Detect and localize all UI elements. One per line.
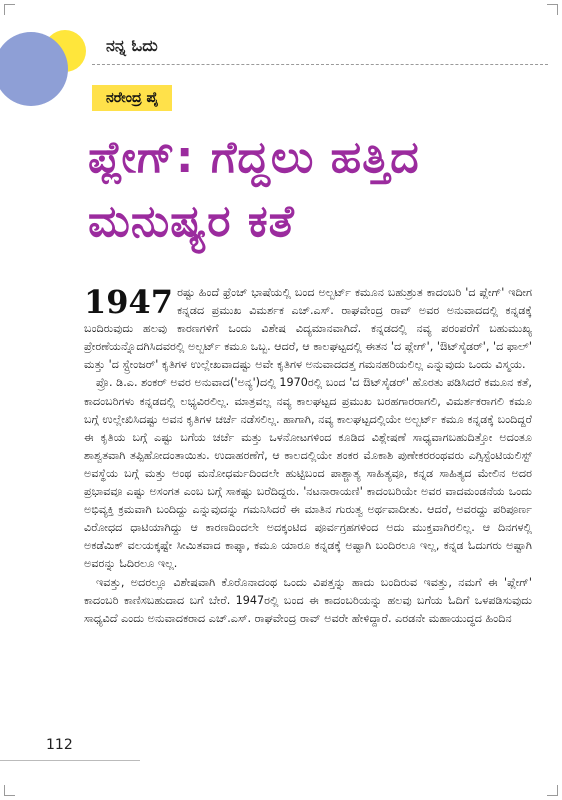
paragraph-1 <box>84 284 532 374</box>
page-number: 112 <box>46 737 73 753</box>
paragraph-1-text: ರಷ್ಟು ಹಿಂದೆ ಫ್ರೆಂಚ್ ಭಾಷೆಯಲ್ಲಿ ಬಂದ ಅಲ್ಬರ್ಟ್ ಕಮೂನ ಬಹುಶ್ರುತ ಕಾದಂಬರಿ 'ದ ಪ್ಲೇಗ್' ಇದೀಗ ಕನ್ನಡದ ಪ್ರಮುಖ ವಿಮರ್ಶಕ ಎಚ್.ಎಸ್. ರಾಘವೇಂದ್ರ ರಾವ್ ಅವರ ಅನುವಾದದಲ್ಲಿ ಕನ್ನಡಕ್ಕೆ ಬಂದಿರುವುದು ಹಲವು ಕಾರಣಗಳಿಗೆ ಒಂದು ವಿಶೇಷ ವಿದ್ಯಮಾನವಾಗಿದೆ. ಕನ್ನಡದಲ್ಲಿ ನವ್ಯ ಪರಂಪರೆಗೆ ಬಹುಮುಖ್ಯ ಪ್ರೇರಣೆಯನ್ನೊದಗಿಸಿದವರಲ್ಲಿ ಅಲ್ಬರ್ಟ್ ಕಮೂ ಒಬ್ಬ. ಆದರೆ, ಆ ಕಾಲಘಟ್ಟದಲ್ಲಿ ಈತನ 'ದ ಪ್ಲೇಗ್', 'ಔಟ್‌ಸೈಡರ್', 'ದ ಫಾಲ್' ಮತ್ತು 'ದ ಸ್ಟ್ರೇಂಜರ್' ಕೃತಿಗಳ ಉಲ್ಲೇಖವಾದಷ್ಟು ಅವೇ ಕೃತಿಗಳ ಅನುವಾದದತ್ತ ಗಮನಹರಿಯಲಿಲ್ಲ ಎನ್ನುವುದು ಒಂದು ವಿಸ್ಮಯ. <box>84 286 532 372</box>
footer-rule <box>0 760 140 761</box>
decorative-blue-circle <box>0 32 74 106</box>
crop-mark-bottom-right <box>547 785 558 796</box>
article-body <box>84 284 532 628</box>
headline: ಪ್ಲೇಗ್: ಗೆದ್ದಲು ಹತ್ತಿದ ಮನುಷ್ಯರ ಕತೆ <box>88 132 420 247</box>
author-tag: ನರೇಂದ್ರ ಪೈ <box>92 85 172 111</box>
crop-mark-bottom-left <box>4 785 15 796</box>
crop-mark-top-right <box>547 4 558 15</box>
section-title: ನನ್ನ ಓದು <box>106 36 158 55</box>
crop-mark-top-left <box>4 4 15 15</box>
drop-cap-year: 1947 <box>84 283 174 321</box>
paragraph-3: ಇವತ್ತು, ಅದರಲ್ಲೂ ವಿಶೇಷವಾಗಿ ಕೊರೊನಾದಂಥ ಒಂದು ವಿಪತ್ತನ್ನು ಹಾದು ಬಂದಿರುವ ಇವತ್ತು, ನಮಗೆ ಈ 'ಪ್ಲೇಗ್' ಕಾದಂಬರಿ ಕಾಣಿಸಬಹುದಾದ ಬಗೆ ಬೇರೆ. 1947ರಲ್ಲಿ ಬಂದ ಈ ಕಾದಂಬರಿಯನ್ನು ಹಲವು ಬಗೆಯ ಓದಿಗೆ ಒಳಪಡಿಸುವುದು ಸಾಧ್ಯವಿದೆ ಎಂದು ಅನುವಾದಕರಾದ ಎಚ್.ಎಸ್. ರಾಘವೇಂದ್ರ ರಾವ್ ಅವರೇ ಹೇಳಿದ್ದಾರೆ. ಎರಡನೇ ಮಹಾಯುದ್ಧದ ಹಿಂದಿನ <box>84 575 532 625</box>
section-divider <box>92 64 548 65</box>
paragraph-2: ಪ್ರೊ. ಡಿ.ಎ. ಶಂಕರ್ ಅವರ ಅನುವಾದ('ಅನ್ಯ')ದಲ್ಲಿ 1970ರಲ್ಲಿ ಬಂದ 'ದ ಔಟ್‌ಸೈಡರ್' ಹೊರತು ಪಡಿಸಿದರೆ ಕಮೂನ ಕತೆ, ಕಾದಂಬರಿಗಳು ಕನ್ನಡದಲ್ಲಿ ಲಭ್ಯವಿರಲಿಲ್ಲ. ಮಾತ್ರವಲ್ಲ ನವ್ಯ ಕಾಲಘಟ್ಟದ ಪ್ರಮುಖ ಬರಹಗಾರರಾಗಲಿ, ವಿಮರ್ಶಕರಾಗಲಿ ಕಮೂ ಬಗ್ಗೆ ಉಲ್ಲೇಖಿಸಿದಷ್ಟು ಅವನ ಕೃತಿಗಳ ಚರ್ಚೆ ನಡೆಸಲಿಲ್ಲ. ಹಾಗಾಗಿ, ನವ್ಯ ಕಾಲಘಟ್ಟದಲ್ಲಿಯೇ ಅಲ್ಬರ್ಟ್ ಕಮೂ ಕನ್ನಡಕ್ಕೆ ಬಂದಿದ್ದರೆ ಈ ಕೃತಿಯ ಬಗ್ಗೆ ಎಷ್ಟು ಬಗೆಯ ಚರ್ಚೆ ಮತ್ತು ಒಳನೋಟಗಳಿಂದ ಕೂಡಿದ ವಿಶ್ಲೇಷಣೆ ಸಾಧ್ಯವಾಗಬಹುದಿತ್ತೋ ಅದಂತೂ ಶಾಶ್ವತವಾಗಿ ತಪ್ಪಿಹೋದಂತಾಯಿತು. ಉದಾಹರಣೆಗೆ, ಆ ಕಾಲದಲ್ಲಿಯೇ ಶಂಕರ ಮೊಕಾಶಿ ಪುಣೇಕರರಂಥವರು ಎಗ್ಸಿಸ್ಟೆಂಟಿಯಲಿಸ್ಟ್ ಅವಸ್ಥೆಯ ಬಗ್ಗೆ ಮತ್ತು ಅಂಥ ಮನೋಧರ್ಮದಿಂದಲೇ ಹುಟ್ಟಿಬಂದ ಪಾಶ್ಚಾತ್ಯ ಸಾಹಿತ್ಯವೂ, ಕನ್ನಡ ಸಾಹಿತ್ಯದ ಮೇಲಿನ ಅದರ ಪ್ರಭಾವವೂ ಎಷ್ಟು ಅಸಂಗತ ಎಂಬ ಬಗ್ಗೆ ಸಾಕಷ್ಟು ಬರೆದಿದ್ದರು. 'ನಟನಾರಾಯಣಿ' ಕಾದಂಬರಿಯೇ ಅವರ ವಾದಮಂಡನೆಯ ಒಂದು ಅಭಿವ್ಯಕ್ತಿ ಕ್ರಮವಾಗಿ ಬಂದಿದ್ದು ಎನ್ನುವುದನ್ನು ಗಮನಿಸಿದರೆ ಈ ಮಾತಿನ ಗುರುತ್ವ ಅರ್ಥವಾದೀತು. ಆದರೆ, ಅವರದ್ದು ಪರಿಪೂರ್ಣ ವಿರೋಧದ ಧಾಟಿಯಾಗಿದ್ದು ಆ ಕಾರಣದಿಂದಲೇ ಅದಕ್ಕಂಟಿದ ಪೂರ್ವಗ್ರಹಗಳಿಂದ ಅದು ಮುಕ್ತವಾಗಿರಲಿಲ್ಲ. ಆ ದಿನಗಳಲ್ಲಿ ಅಕಡೆಮಿಕ್ ವಲಯಕ್ಕಷ್ಟೇ ಸೀಮಿತವಾದ ಕಾಫ್ಕಾ, ಕಮೂ ಯಾರೂ ಕನ್ನಡಕ್ಕೆ ಅಷ್ಟಾಗಿ ಬಂದಿರಲೂ ಇಲ್ಲ, ಕನ್ನಡ ಓದುಗರು ಅಷ್ಟಾಗಿ ಅವರನ್ನು ಓದಿರಲೂ ಇಲ್ಲ. <box>84 376 532 571</box>
